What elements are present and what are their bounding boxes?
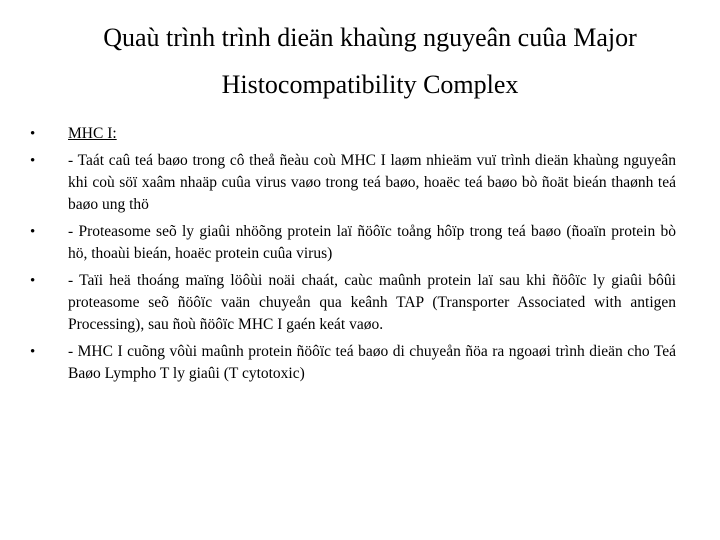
slide-title: [40, 14, 700, 108]
bullet-icon: •: [30, 126, 36, 142]
list-item-text: MHC I:: [68, 125, 117, 142]
list-item-text: - Taát caû teá baøo trong cô theå ñeàu coù MHC I laøm nhieäm vuï trình dieän khaùng nguyeân khi coù söï xaâm nhaäp cuûa virus vaøo trong teá baøo, hoaëc teá baøo bò ñoät bieán thaønh teá baøo ung thö: [68, 152, 676, 213]
list-item: [30, 270, 676, 336]
slide-title-line-1: Quaù trình trình dieän khaùng nguyeân cuûa Major: [103, 23, 637, 52]
bullet-icon: •: [30, 273, 36, 289]
list-item: [30, 150, 676, 216]
list-item-mhc-heading: [30, 123, 676, 145]
bullet-icon: •: [30, 224, 36, 240]
list-item-text: - MHC I cuõng vôùi maûnh protein ñöôïc teá baøo di chuyeån ñöa ra ngoaøi trình dieän cho Teá Baøo Lympho T ly giaûi (T cytotoxic): [68, 343, 676, 382]
list-item-text: - Proteasome seõ ly giaûi nhöõng protein laï ñöôïc toång hôïp trong teá baøo (ñoaïn protein bò hö, thoaùi bieán, hoaëc protein cuûa virus): [68, 223, 676, 262]
list-item-text: - Taïi heä thoáng maïng löôùi noäi chaát, caùc maûnh protein laï sau khi ñöôïc ly giaûi bôûi proteasome seõ ñöôïc vaän chuyeån qua keânh TAP (Transporter Associated with antigen Processing), sau ñoù ñöôïc MHC I gaén keát vaøo.: [68, 272, 676, 333]
slide-title-line-2: Histocompatibility Complex: [221, 70, 519, 99]
list-item: [30, 221, 676, 265]
bullet-list: [30, 123, 676, 390]
bullet-icon: •: [30, 153, 36, 169]
bullet-icon: •: [30, 344, 36, 360]
list-item: [30, 341, 676, 385]
